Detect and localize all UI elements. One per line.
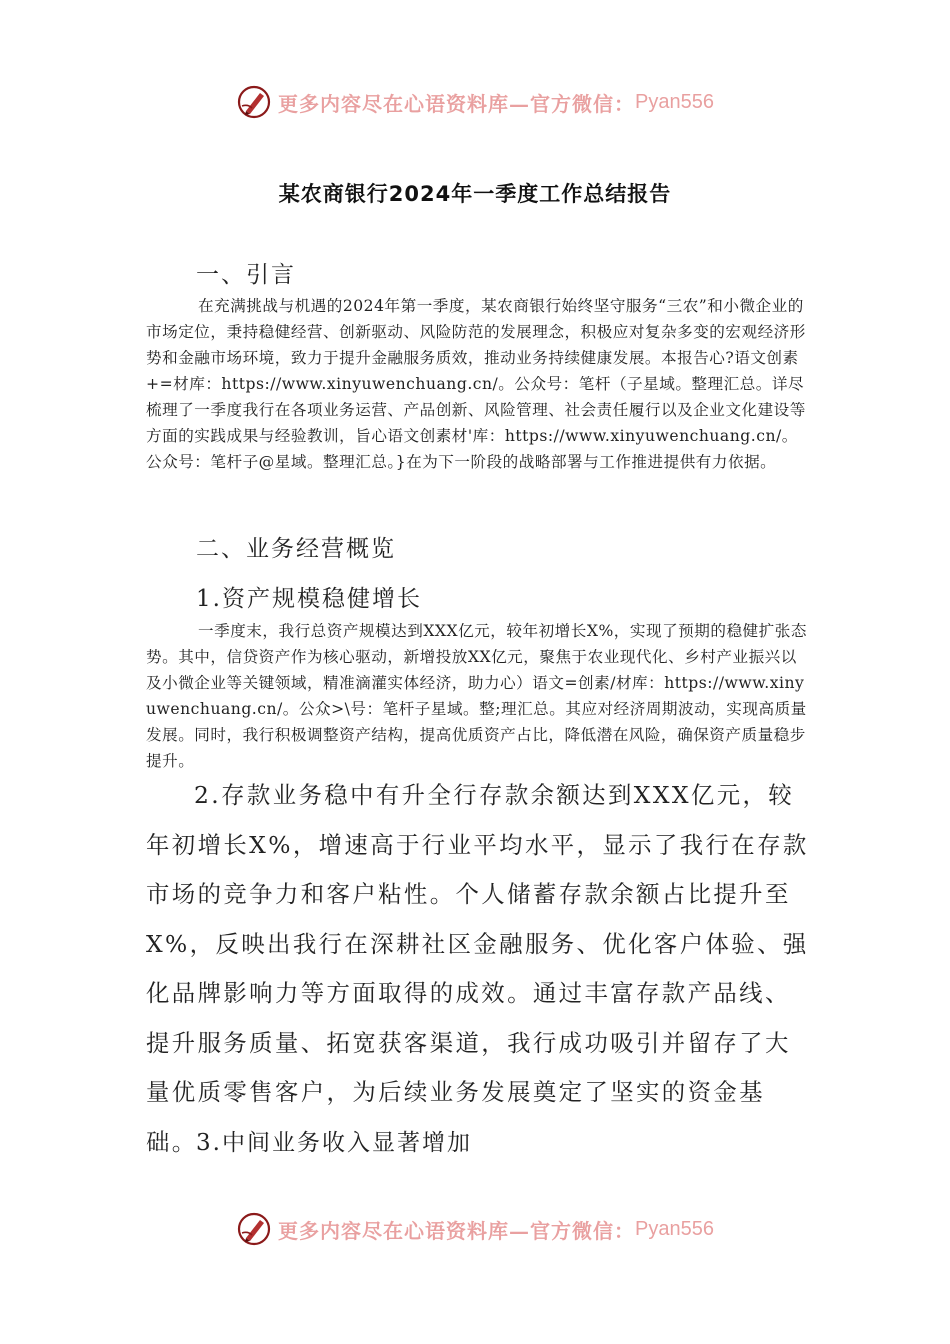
pen-icon [236,84,272,120]
document-title: 某农商银行2024年一季度工作总结报告 [278,182,672,206]
banner-handle: Pyan556 [635,90,714,113]
assets-paragraph: 一季度末，我行总资产规模达到XXX亿元，较年初增长X%，实现了预期的稳健扩张态势。其中，信贷资产作为核心驱动，新增投放XX亿元，聚焦于农业现代化、乡村产业振兴以及小微企业等关键领域，精准滴灌实体经济，助力心）语文=创素/材库：https://www.xinyuwenchuang.cn/。公众>\号：笔杆子星域。整;理汇总。其应对经济周期波动，实现高质量发展。同时，我行积极调整资产结构，提高优质资产占比，降低潜在风险，确保资产质量稳步提升。 [146,622,807,770]
section-heading-intro: 一、引言 [196,262,296,288]
header-banner [0,80,950,124]
banner-handle: Pyan556 [635,1217,714,1240]
subheading-assets: 1.资产规模稳健增长 [196,586,422,612]
section-heading-overview: 二、业务经营概览 [196,536,396,562]
banner-text: 更多内容尽在心语资料库—官方微信： [278,1218,636,1243]
intro-paragraph: 在充满挑战与机遇的2024年第一季度，某农商银行始终坚守服务“三农”和小微企业的市场定位，秉持稳健经营、创新驱动、风险防范的发展理念，积极应对复杂多变的宏观经济形势和金融市场环境，致力于提升金融服务质效，推动业务持续健康发展。本报告心?语文创素+=材库：https://www.xinyuwenchuang.cn/。公众号：笔杆（子星域。整理汇总。详尽梳理了一季度我行在各项业务运营、产品创新、风险管理、社会责任履行以及企业文化建设等方面的实践成果与经验教训，旨心语文创素材'库：https://www.xinyuwenchuang.cn/。公众号：笔杆子@星域。整理汇总。}在为下一阶段的战略部署与工作推进提供有力依据。 [146,297,806,471]
pen-icon [236,1211,272,1247]
footer-banner [0,1207,950,1251]
banner-text: 更多内容尽在心语资料库—官方微信： [278,91,636,116]
subheading-intermediate-income: 3.中间业务收入显著增加 [196,1130,472,1156]
deposits-paragraph: 2.存款业务稳中有升全行存款余额达到XXX亿元，较年初增长X%，增速高于行业平均水平，显示了我行在存款市场的竞争力和客户粘性。个人储蓄存款余额占比提升至X%，反映出我行在深耕社区金融服务、优化客户体验、强化品牌影响力等方面取得的成效。通过丰富存款产品线、提升服务质量、拓宽获客渠道，我行成功吸引并留存了大量优质零售客户，为后续业务发展奠定了坚实的资金基础。 [146,781,809,1156]
